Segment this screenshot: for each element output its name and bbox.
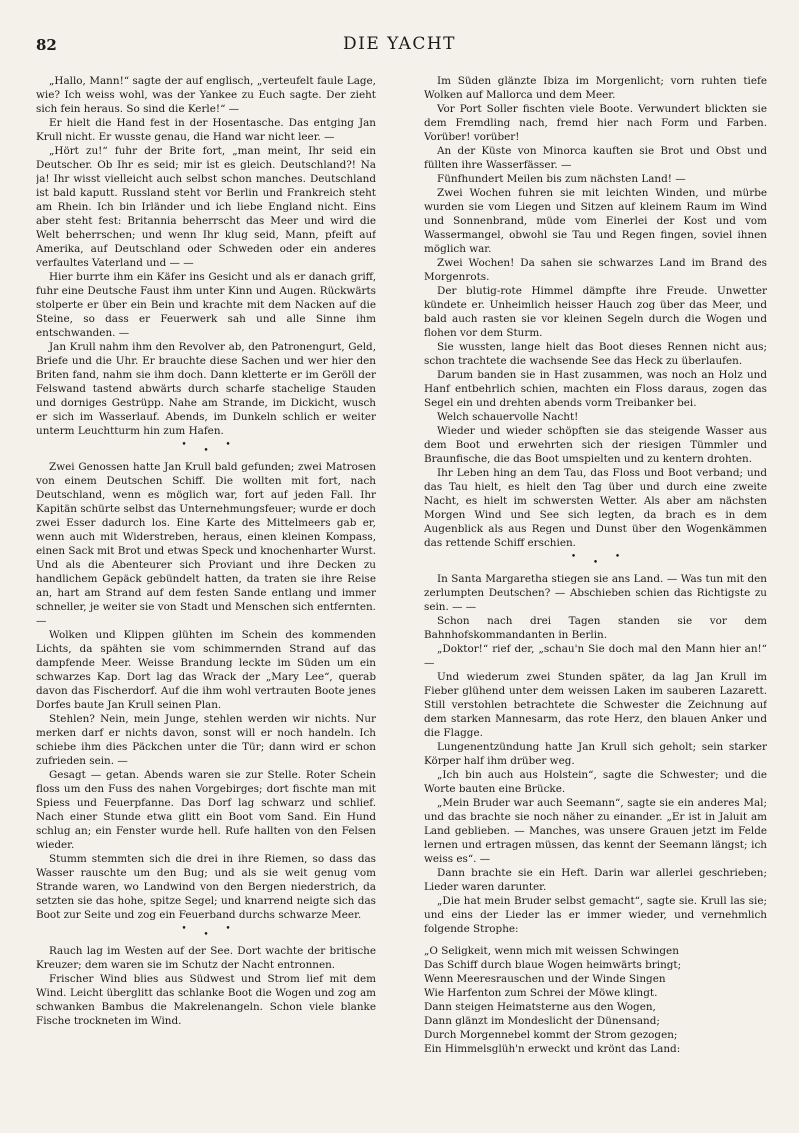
separator-dot: • [181,440,187,450]
paragraph: Im Süden glänzte Ibiza im Morgenlicht; vorn ruhten tiefe Wolken auf Mallorca und dem Meer. [424,75,767,101]
paragraph: Zwei Wochen fuhren sie mit leichten Winden, und mürbe wurden sie vom Liegen und Sitzen auf kleinem Raum im Wind und Sonnenbrand, müde vom Einerlei der Kost und vom Wassermangel, obwohl sie Tau und Regen fingen, soviel ihnen möglich war. [424,187,767,255]
paragraph: Gesagt — getan. Abends waren sie zur Stelle. Roter Schein floss um den Fuss des nahen Vorgebirges; dort fischte man mit Spiess und Feuerpfanne. Das Dorf lag schwarz und schlief. Nach einer Stunde etwa glitt ein Boot vom Sand. Ein Hund schlug an; ein Fenster wurde hell. Rufe hallten von den Felsen wieder. [36,769,376,851]
paragraph: „Ich bin auch aus Holstein“, sagte die Schwester; und die Worte bauten eine Brücke. [424,769,767,795]
paragraph: Dann brachte sie ein Heft. Darin war allerlei geschrieben; Lieder waren darunter. [424,867,767,893]
paragraph: Welch schauervolle Nacht! [437,411,579,423]
separator-dot: • [614,552,621,562]
separator-dot: • [570,552,577,562]
section-separator [36,922,376,944]
paragraph: Stumm stemmten sich die drei in ihre Riemen, so dass das Wasser rauschte um den Bug; und als sie weit genug vom Strande waren, wo Landwind von den Bergen niederstrich, da setzten sie das hohe, spitze Segel; und knarrend neigte sich das Boot zur Seite und zog ein Feuerband durchs schwarze Meer. [36,853,376,921]
paragraph: Jan Krull nahm ihm den Revolver ab, den Patronengurt, Geld, Briefe und die Uhr. Er brauchte diese Sachen und wer hier den Briten fand, nahm sie ihm doch. Dann kletterte er im Geröll der Felswand tastend abwärts durch scharfe stachelige Stauden und dorniges Gestrüpp. Nahe am Strande, im Dickicht, wusch er sich im Wasserlauf. Abends, im Dunkeln schlich er weiter unterm Leuchtturm hin zum Hafen. [36,341,376,437]
right-column [424,74,767,1124]
running-title: DIE YACHT [342,34,456,54]
separator-dot: • [225,924,231,934]
paragraph: Sie wussten, lange hielt das Boot dieses Rennen nicht aus; schon trachtete die wachsende See das Heck zu überlaufen. [424,341,767,367]
paragraph: „Die hat mein Bruder selbst gemacht“, sagte sie. Krull las sie; und eins der Lieder las er immer wieder, und vernehmlich folgende Strophe: [424,895,767,935]
poem-line: Dann steigen Heimatsterne aus den Wogen, [424,1001,656,1013]
paragraph: Frischer Wind blies aus Südwest und Strom lief mit dem Wind. Leicht überglitt das schlanke Boot die Wogen und zog am schwanken Bambus die Makrelenangeln. Schon viele blanke Fische trockneten im Wind. [36,973,376,1027]
paragraph: Vor Port Soller fischten viele Boote. Verwundert blickten sie dem Fremdling nach, fremd hier nach Form und Farben. Vorüber! vorüber! [424,103,767,143]
paragraph: Er hielt die Hand fest in der Hosentasche. Das entging Jan Krull nicht. Er wusste genau, die Hand war nicht leer. — [36,117,376,143]
paragraph: An der Küste von Minorca kauften sie Brot und Obst und füllten ihre Wasserfässer. — [424,145,767,171]
paragraph: Fünfhundert Meilen bis zum nächsten Land! — [437,173,686,185]
separator-dot: • [203,446,209,456]
poem-line: Das Schiff durch blaue Wogen heimwärts bringt; [424,959,682,971]
paragraph: Zwei Wochen! Da sahen sie schwarzes Land im Brand des Morgenrots. [424,257,767,283]
paragraph: Zwei Genossen hatte Jan Krull bald gefunden; zwei Matrosen von einem Deutschen Schiff. Die wollten mit fort, nach Deutschland, wenn es möglich war, fort auf jeden Fall. Ihr Kapitän schürte selbst das Unternehmungsfeuer; wurde er doch zwei Esser dadurch los. Eine Karte des Mittelmeers gab er, wenn auch mit Widerstreben, heraus, einen kleinen Kompass, einen Sack mit Brot und etwas Speck und knochenharter Wurst. Und als die Abenteurer sich Proviant und ihre Decken zu handlichem Gepäck gebündelt hatten, da traten sie ihre Reise an, hart am Strand auf dem festen Sande entlang und immer schneller, je weiter sie von Stadt und Menschen sich entfernten. — [36,461,376,627]
separator-dot: • [225,440,231,450]
paragraph: Der blutig-rote Himmel dämpfte ihre Freude. Unwetter kündete er. Unheimlich heisser Hauch zog über das Meer, und bald auch rasten sie vor kleinen Segeln durch die Wogen und flohen vor dem Sturm. [424,285,767,339]
paragraph: Wieder und wieder schöpften sie das steigende Wasser aus dem Boot und erwehrten sich der riesigen Tümmler und Braunfische, die das Boot umspielten und zu kentern drohten. [424,425,767,465]
poem-line: Dann glänzt im Mondeslicht der Dünensand; [424,1015,660,1027]
paragraph: „Hallo, Mann!“ sagte der auf englisch, „verteufelt faule Lage, wie? Ich weiss wohl, was der Yankee zu Euch sagte. Der zieht sich fein heraus. So sind die Kerle!“ — [36,75,376,115]
poem-line: „O Seligkeit, wenn mich mit weissen Schwingen [424,945,679,957]
poem-line: Ein Himmelsglüh'n erweckt und krönt das Land: [424,1043,681,1055]
poem-line: Wenn Meeresrauschen und der Winde Singen [424,973,666,985]
page-number: 82 [36,36,57,54]
paragraph: Darum banden sie in Hast zusammen, was noch an Holz und Hanf entbehrlich schien, machten ein Floss daraus, zogen das Segel ein und drehten abends vorm Treibanker bei. [424,369,767,409]
paragraph: „Mein Bruder war auch Seemann“, sagte sie ein anderes Mal; und das brachte sie noch näher zu einander. „Er ist in Jaluit am Land geblieben. — Manches, was unsere Grauen jetzt im Felde lernen und ertragen müssen, das kennt der Seemann längst; ich weiss es“. — [424,797,767,865]
section-separator [424,550,767,572]
poem-line: Durch Morgennebel kommt der Strom gezogen; [424,1029,678,1041]
paragraph: Hier burrte ihm ein Käfer ins Gesicht und als er danach griff, fuhr eine Deutsche Faust ihm unter Kinn und Augen. Rückwärts stolperte er über ein Bein und krachte mit dem Nacken auf die Steine, so dass er Feuerwerk sah und alle Sinne ihm entschwanden. — [36,271,376,339]
paragraph: „Hört zu!“ fuhr der Brite fort, „man meint, Ihr seid ein Deutscher. Ob Ihr es seid; mir ist es gleich. Deutschland?! Na ja! Ihr wisst vielleicht auch selbst schon manches. Deutschland ist bald kaputt. Russland steht vor Berlin und Frankreich steht am Rhein. Ich bin Irländer und ich liebe England nicht. Eins aber steht fest: Britannia beherrscht das Meer und wird die Welt beherrschen; und wenn Ihr klug seid, Mann, pfeift auf Amerika, auf Deutschland oder Schweden oder ein anderes verfaultes Vaterland und — — [36,145,376,269]
paragraph: „Doktor!“ rief der, „schau'n Sie doch mal den Mann hier an!“ — [424,643,767,669]
section-separator [36,438,376,460]
poem-line: Wie Harfenton zum Schrei der Möwe klingt. [424,987,658,999]
paragraph: Lungenentzündung hatte Jan Krull sich geholt; sein starker Körper half ihm drüber weg. [424,741,767,767]
separator-dot: • [203,930,209,940]
separator-dot: • [181,924,187,934]
paragraph: Und wiederum zwei Stunden später, da lag Jan Krull im Fieber glühend unter dem weissen Laken im sauberen Lazarett. Still verstohlen betrachtete die Schwester die Zeichnung auf dem starken Mannesarm, das rote Herz, den blauen Anker und die Flagge. [424,671,767,739]
paragraph: Stehlen? Nein, mein Junge, stehlen werden wir nichts. Nur merken darf er nichts davon, sonst will er noch handeln. Ich schiebe ihm dies Päckchen unter die Tür; dann wird er schon zufrieden sein. — [36,713,376,767]
poem-spacer [424,936,767,944]
paragraph: Wolken und Klippen glühten im Schein des kommenden Lichts, da spähten sie vom schimmernden Strand auf das dampfende Meer. Weisse Brandung leckte im Süden um ein schwarzes Kap. Dort lag das Wrack der „Mary Lee“, querab davon das Fischerdorf. Auf die ihm wohl vertrauten Boote jenes Dorfes baute Jan Krull seinen Plan. [36,629,376,711]
paragraph: In Santa Margaretha stiegen sie ans Land. — Was tun mit den zerlumpten Deutschen? — Abschieben schien das Richtigste zu sein. — — [424,573,767,613]
left-column [36,74,376,1124]
paragraph: Rauch lag im Westen auf der See. Dort wachte der britische Kreuzer; dem waren sie im Schutz der Nacht entronnen. [36,945,376,971]
separator-dot: • [592,558,599,568]
paragraph: Ihr Leben hing an dem Tau, das Floss und Boot verband; und das Tau hielt, es hielt den Tag über und durch eine zweite Nacht, es hielt im schwersten Wetter. Als aber am nächsten Morgen Wind und See sich legten, da brach es in dem Augenblick als aus Regen und Dunst über den Wogenkämmen das rettende Schiff erschien. [424,467,767,549]
paragraph: Schon nach drei Tagen standen sie vor dem Bahnhofskommandanten in Berlin. [424,615,767,641]
